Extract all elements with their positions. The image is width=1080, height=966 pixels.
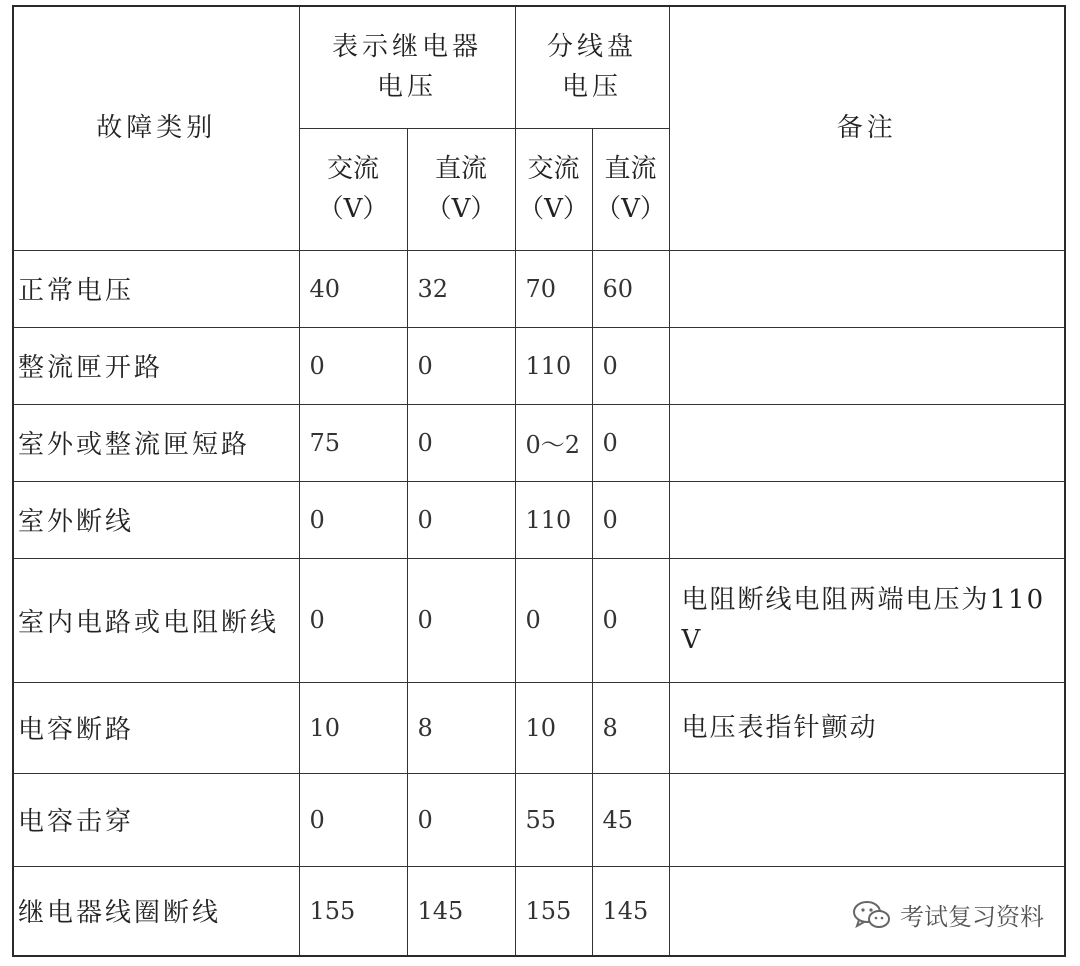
fault-category-cell: 整流匣开路 bbox=[13, 327, 299, 404]
table-row bbox=[13, 682, 1065, 773]
fault-category-cell: 继电器线圈断线 bbox=[13, 866, 299, 956]
relay-ac-cell: 0 bbox=[299, 773, 407, 866]
relay-ac-cell: 0 bbox=[299, 481, 407, 558]
header-relay-dc bbox=[407, 128, 515, 250]
relay-dc-cell: 0 bbox=[407, 404, 515, 481]
relay-dc-cell: 32 bbox=[407, 250, 515, 327]
panel-ac-cell: 110 bbox=[515, 481, 592, 558]
panel-ac-cell: 110 bbox=[515, 327, 592, 404]
panel-dc-cell: 0 bbox=[592, 481, 669, 558]
header-dc-label: 直流 bbox=[604, 154, 657, 184]
panel-ac-cell: 55 bbox=[515, 773, 592, 866]
header-panel-voltage-text: 分线盘电压 bbox=[546, 32, 637, 103]
panel-dc-cell: 145 bbox=[592, 866, 669, 956]
panel-ac-cell: 0 bbox=[515, 558, 592, 682]
remark-cell: 电压表指针颤动 bbox=[669, 682, 1065, 773]
panel-dc-cell: 60 bbox=[592, 250, 669, 327]
panel-dc-cell: 45 bbox=[592, 773, 669, 866]
relay-ac-cell: 0 bbox=[299, 558, 407, 682]
header-panel-dc bbox=[592, 128, 669, 250]
table-row bbox=[13, 404, 1065, 481]
relay-ac-cell: 155 bbox=[299, 866, 407, 956]
panel-ac-cell: 0～2 bbox=[515, 404, 592, 481]
wechat-icon bbox=[852, 899, 892, 931]
header-relay-ac bbox=[299, 128, 407, 250]
watermark bbox=[852, 897, 1044, 932]
fault-category-cell: 室外或整流匣短路 bbox=[13, 404, 299, 481]
panel-ac-cell: 10 bbox=[515, 682, 592, 773]
relay-dc-cell: 0 bbox=[407, 773, 515, 866]
relay-dc-cell: 8 bbox=[407, 682, 515, 773]
remark-cell bbox=[669, 773, 1065, 866]
table-row bbox=[13, 481, 1065, 558]
relay-ac-cell: 0 bbox=[299, 327, 407, 404]
header-fault-type: 故障类别 bbox=[13, 6, 299, 250]
table-row bbox=[13, 773, 1065, 866]
relay-dc-cell: 0 bbox=[407, 558, 515, 682]
remark-cell: 电阻断线电阻两端电压为110 V bbox=[669, 558, 1065, 682]
relay-ac-cell: 75 bbox=[299, 404, 407, 481]
table-row bbox=[13, 327, 1065, 404]
remark-cell bbox=[669, 250, 1065, 327]
table-row bbox=[13, 558, 1065, 682]
panel-dc-cell: 0 bbox=[592, 558, 669, 682]
fault-category-cell: 室外断线 bbox=[13, 481, 299, 558]
header-ac-label: 交流 bbox=[527, 154, 580, 184]
fault-category-cell: 电容断路 bbox=[13, 682, 299, 773]
relay-ac-cell: 40 bbox=[299, 250, 407, 327]
header-ac-label: 交流 bbox=[326, 154, 379, 184]
panel-dc-cell: 0 bbox=[592, 404, 669, 481]
relay-dc-cell: 0 bbox=[407, 481, 515, 558]
header-relay-voltage-text: 表示继电器电压 bbox=[331, 32, 482, 103]
watermark-text: 考试复习资料 bbox=[900, 903, 1044, 931]
header-unit-label: （V） bbox=[317, 194, 389, 224]
fault-category-cell: 电容击穿 bbox=[13, 773, 299, 866]
panel-ac-cell: 70 bbox=[515, 250, 592, 327]
fault-category-cell: 正常电压 bbox=[13, 250, 299, 327]
header-unit-label: （V） bbox=[518, 194, 589, 224]
relay-dc-cell: 145 bbox=[407, 866, 515, 956]
header-relay-voltage bbox=[299, 6, 515, 128]
panel-dc-cell: 0 bbox=[592, 327, 669, 404]
header-panel-ac bbox=[515, 128, 592, 250]
relay-dc-cell: 0 bbox=[407, 327, 515, 404]
table-row bbox=[13, 250, 1065, 327]
header-unit-label: （V） bbox=[595, 194, 666, 224]
panel-dc-cell: 8 bbox=[592, 682, 669, 773]
header-remarks: 备注 bbox=[669, 6, 1065, 250]
relay-ac-cell: 10 bbox=[299, 682, 407, 773]
remark-cell bbox=[669, 481, 1065, 558]
panel-ac-cell: 155 bbox=[515, 866, 592, 956]
remark-cell bbox=[669, 404, 1065, 481]
fault-voltage-table bbox=[12, 5, 1066, 957]
header-dc-label: 直流 bbox=[434, 154, 487, 184]
header-unit-label: （V） bbox=[425, 194, 497, 224]
remark-cell bbox=[669, 327, 1065, 404]
fault-category-cell: 室内电路或电阻断线 bbox=[13, 558, 299, 682]
header-panel-voltage bbox=[515, 6, 669, 128]
